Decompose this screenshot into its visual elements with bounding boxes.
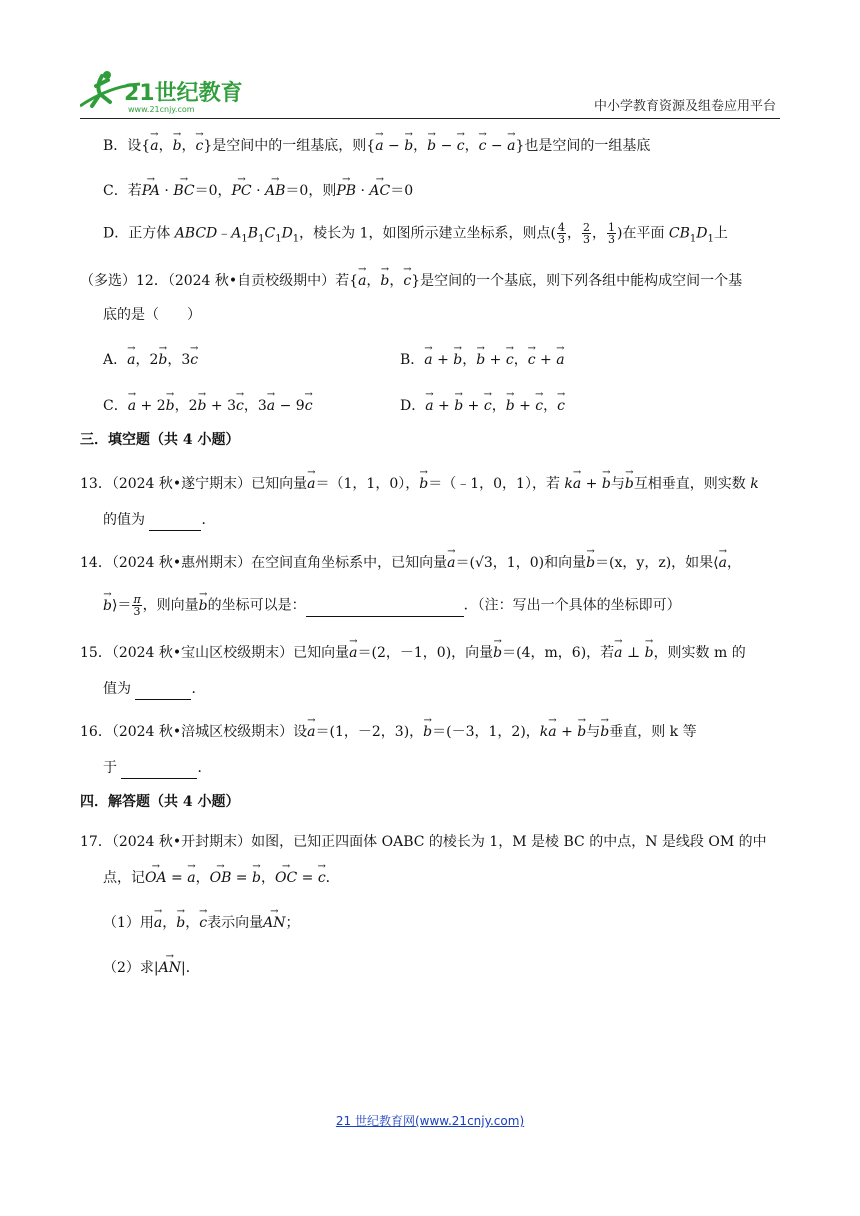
section-4-title: 四．解答题（共 4 小题） [80, 794, 240, 810]
page-footer [0, 1112, 860, 1129]
q15-stem: 15．（2024 秋•宝山区校级期末）已知向量→ a＝(2，－1，0)，向量→ b＝(4，m，6)，若→ a ⊥ → b，则实数 m 的 [80, 643, 860, 663]
answer-blank[interactable] [149, 510, 201, 531]
logo-text: 21世纪教育 [124, 81, 243, 106]
q17-part-1: （1）用→ a，→ b，→ c表示向量→ AN； [103, 913, 860, 933]
q13-line2: 的值为 ． [103, 510, 860, 531]
q17-line2: 点，记→ OA = → a，→ OB = → b，→ OC = → c． [103, 868, 860, 888]
q11-option-b: B．设{→ a，→ b，→ c}是空间中的一组基底，则{→ a − → b，→ b − → c，→ c − → a}也是空间的一组基底 [103, 136, 860, 156]
q12-option-c: C．→ a + 2→ b，2→ b + 3→ c，3→ a − 9→ c [103, 396, 403, 416]
answer-blank[interactable] [135, 679, 191, 700]
q16-line2: 于 ． [103, 758, 860, 779]
q12-stem: （多选）12．（2024 秋•自贡校级期中）若{→ a，→ b，→ c}是空间的一个基底，则下列各组中能构成空间一个基 [80, 271, 860, 291]
q12-option-d: D．→ a + → b + → c，→ b + → c，→ c [400, 396, 700, 416]
q11-option-d: D．正方体 $ABCD﹣A_1B_1C_1D_1$，棱长为 1，如图所示建立坐标系，则点( $\frac{4}{3}$ ， $\frac{2}{3}$ ， $\frac{1}{3}$ )在平面 $CB_1D_1$上 [103, 221, 728, 246]
answer-blank[interactable] [121, 758, 197, 779]
q14-line2: → b⟩＝ $\frac{\pi}{3}$ ，则向量→ b的坐标可以是： ．（注：写出一个具体的坐标即可） [103, 594, 860, 617]
q11-option-c: C．若→ PA · → BC＝0，→ PC · → AB＝0，则→ PB · → AC＝0 [103, 181, 860, 201]
q13-stem: 13．（2024 秋•遂宁期末）已知向量→ a＝（1，1，0），→ b＝（﹣1，0，1），若 k→ a + → b与→ b互相垂直，则实数 k [80, 474, 860, 494]
footer-link[interactable]: 21 世纪教育网(www.21cnjy.com) [335, 1114, 525, 1128]
section-3-title: 三．填空题（共 4 小题） [80, 432, 240, 448]
answer-blank[interactable] [306, 596, 464, 617]
q12-option-b: B．→ a + → b，→ b + → c，→ c + → a [400, 350, 700, 370]
q12-option-a: A．→ a，2→ b，3→ c [103, 350, 403, 370]
page-header [80, 66, 780, 119]
q17-part-2: （2）求|→ AN|． [103, 958, 860, 978]
q12-stem-line2: 底的是（ ） [103, 307, 201, 323]
q14-stem: 14．（2024 秋•惠州期末）在空间直角坐标系中，已知向量→ a＝(√3，1，0)和向量→ b＝(x，y，z)，如果⟨→ a， [80, 553, 860, 573]
q17-stem: 17．（2024 秋•开封期末）如图，已知正四面体 OABC 的棱长为 1，M 是棱 BC 的中点，N 是线段 OM 的中 [80, 834, 767, 850]
q16-stem: 16．（2024 秋•涪城区校级期末）设→ a＝(1，－2，3)，→ b＝(－3，1，2)，k→ a + → b与→ b垂直，则 k 等 [80, 722, 860, 742]
platform-name: 中小学教育资源及组卷应用平台 [593, 99, 776, 114]
logo-url: www.21cnjy.com [128, 105, 195, 114]
logo-icon [80, 70, 255, 114]
q15-line2: 值为 ． [103, 679, 860, 700]
